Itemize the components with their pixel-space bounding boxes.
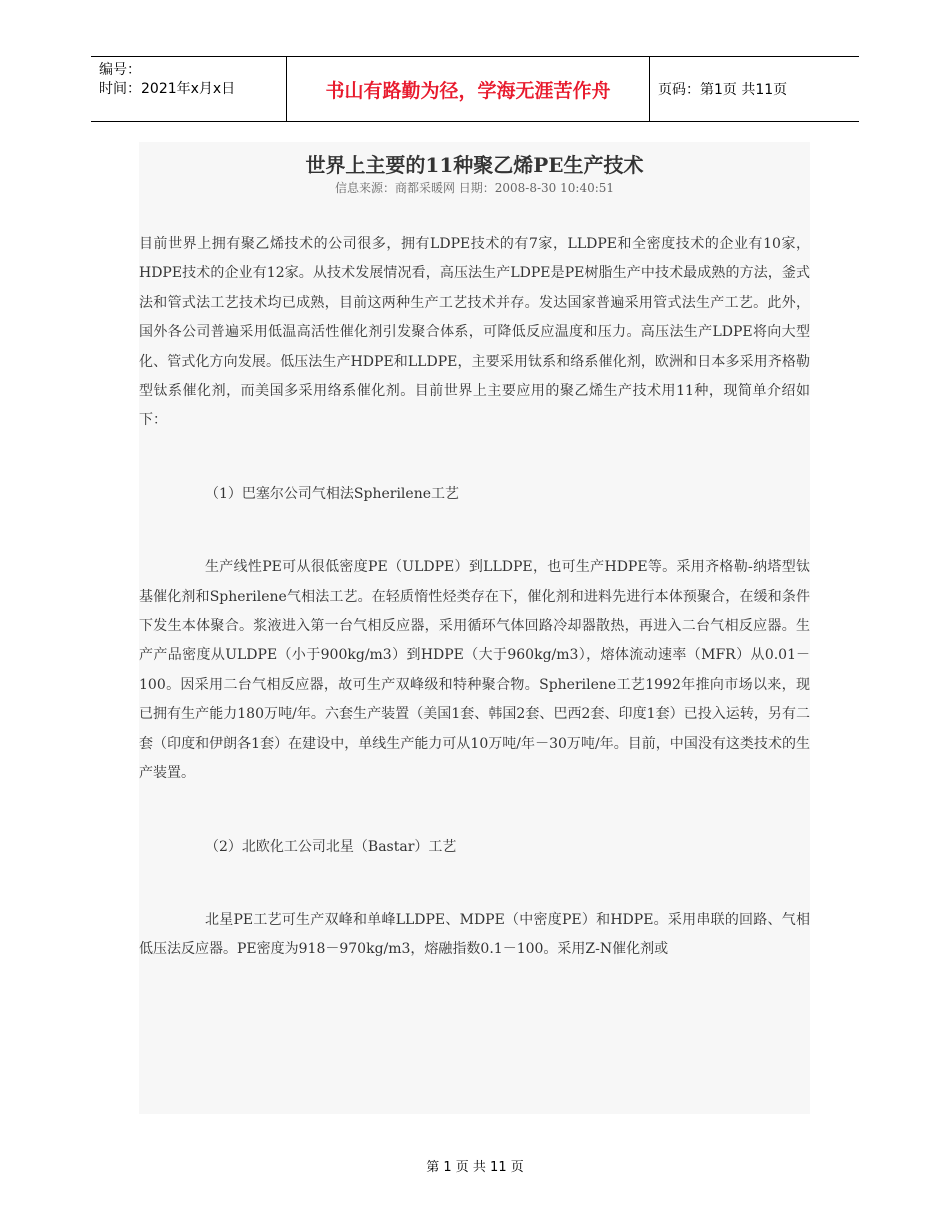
article-content	[139, 230, 810, 965]
article-title-box	[139, 142, 810, 216]
section-paragraph: 生产线性PE可从很低密度PE（ULDPE）到LLDPE，也可生产HDPE等。采用齐格勒-纳塔型钛基催化剂和Spherilene气相法工艺。在轻质惰性烃类存在下，催化剂和进料先进行本体预聚合，在缓和条件下发生本体聚合。浆液进入第一台气相反应器，采用循环气体回路冷却器散热，再进入二台气相反应器。生产产品密度从ULDPE（小于900kg/m3）到HDPE（大于960kg/m3），熔体流动速率（MFR）从0.01－100。因采用二台气相反应器，故可生产双峰级和特种聚合物。Spherilene工艺1992年推向市场以来，现已拥有生产能力180万吨/年。六套生产装置（美国1套、韩国2套、巴西2套、印度1套）已投入运转，另有二套（印度和伊朗各1套）在建设中，单线生产能力可从10万吨/年－30万吨/年。目前，中国没有这类技术的生产装置。	[139, 559, 810, 782]
header-page-info: 页码：第1页 共11页	[658, 82, 788, 98]
article-title: 世界上主要的11种聚乙烯PE生产技术	[305, 153, 644, 177]
section-heading: （2）北欧化工公司北星（Bastar）工艺	[205, 838, 457, 855]
header-meta	[99, 61, 285, 99]
intro-paragraph: 目前世界上拥有聚乙烯技术的公司很多，拥有LDPE技术的有7家，LLDPE和全密度技术的企业有10家，HDPE技术的企业有12家。从技术发展情况看，高压法生产LDPE是PE树脂生产中技术最成熟的方法，釜式法和管式法工艺技术均已成熟，目前这两种生产工艺技术并存。发达国家普遍采用管式法生产工艺。此外，国外各公司普遍采用低温高活性催化剂引发聚合体系，可降低反应温度和压力。高压法生产LDPE将向大型化、管式化方向发展。低压法生产HDPE和LLDPE，主要采用钛系和络系催化剂，欧洲和日本多采用齐格勒型钛系催化剂，而美国多采用络系催化剂。目前世界上主要应用的聚乙烯生产技术用11种，现简单介绍如下：	[139, 236, 810, 429]
header-motto: 书山有路勤为径，学海无涯苦作舟	[325, 79, 611, 102]
section-paragraph: 北星PE工艺可生产双峰和单峰LLDPE、MDPE（中密度PE）和HDPE。采用串联的回路、气相低压法反应器。PE密度为918－970kg/m3，熔融指数0.1－100。采用Z-N催化剂或	[139, 911, 810, 958]
article-meta: 信息来源：商都采暖网 日期：2008-8-30 10:40:51	[334, 181, 615, 195]
section-heading: （1）巴塞尔公司气相法Spherilene工艺	[205, 485, 459, 502]
header-divider	[649, 57, 650, 121]
document-time-label: 时间：2021年x月x日	[99, 81, 236, 97]
page-footer: 第 1 页 共 11 页	[426, 1160, 524, 1175]
article	[139, 142, 810, 1114]
header-table	[91, 56, 859, 122]
document-number-label: 编号：	[99, 62, 141, 78]
